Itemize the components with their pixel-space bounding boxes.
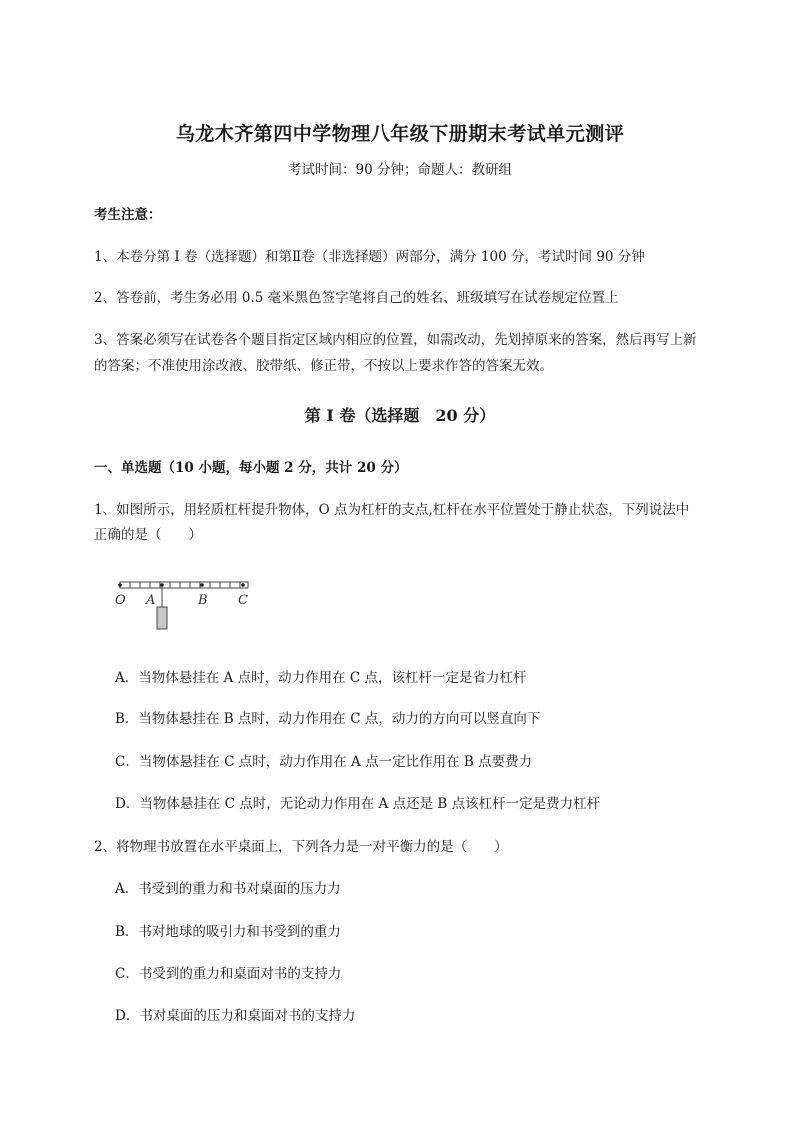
q2-option-c: C．书受到的重力和桌面对书的支持力 [115,966,342,982]
q2-option-b: B．书对地球的吸引力和书受到的重力 [115,924,341,940]
label-a: A [146,593,156,608]
pivot-point [118,583,122,587]
point-c [241,583,245,587]
notice-item-continued: 的答案；不准使用涂改液、胶带纸、修正带，不按以上要求作答的答案无效。 [94,358,553,374]
q1-option-c: C．当物体悬挂在 C 点时，动力作用在 A 点一定比作用在 B 点要费力 [115,754,533,770]
hanging-weight [157,607,167,629]
q1-option-a: A．当物体悬挂在 A 点时，动力作用在 C 点，该杠杆一定是省力杠杆 [115,670,527,686]
q2-option-a: A．书受到的重力和书对桌面的压力力 [115,881,341,897]
notice-heading: 考生注意： [94,207,162,223]
label-b: B [198,593,208,608]
exam-title: 乌龙木齐第四中学物理八年级下册期末考试单元测评 [175,123,625,145]
q1-option-d: D．当物体悬挂在 C 点时，无论动力作用在 A 点还是 B 点该杠杆一定是费力杠杆 [115,796,601,812]
notice-item: 2、答卷前，考生务必用 0.5 毫米黑色签字笔将自己的姓名、班级填写在试卷规定位置上 [94,290,619,306]
exam-subtitle: 考试时间：90 分钟；命题人：教研组 [288,162,512,178]
q1-option-b: B．当物体悬挂在 B 点时，动力作用在 C 点，动力的方向可以竖直向下 [115,711,541,727]
question-2-stem: 2、将物理书放置在水平桌面上，下列各力是一对平衡力的是（ ） [94,839,508,855]
notice-item: 3、答案必须写在试卷各个题目指定区域内相应的位置，如需改动，先划掉原来的答案，然后再写上新 [94,332,697,348]
part-heading: 一、单选题（10 小题，每小题 2 分，共计 20 分） [94,460,408,476]
notice-item: 1、本卷分第 I 卷（选择题）和第Ⅱ卷（非选择题）两部分，满分 100 分，考试时间 90 分钟 [94,249,645,265]
point-b [200,583,204,587]
question-1-stem-continued: 正确的是（ ） [94,527,202,543]
question-1-stem: 1、如图所示，用轻质杠杆提升物体，O 点为杠杆的支点,杠杆在水平位置处于静止状态，下列说法中 [94,502,690,518]
label-o: O [115,593,126,608]
lever-bar [120,582,248,588]
label-c: C [238,593,248,608]
lever-figure [110,575,260,635]
q2-option-d: D．书对桌面的压力和桌面对书的支持力 [115,1008,356,1024]
section-title: 第 I 卷（选择题 20 分） [304,406,496,425]
